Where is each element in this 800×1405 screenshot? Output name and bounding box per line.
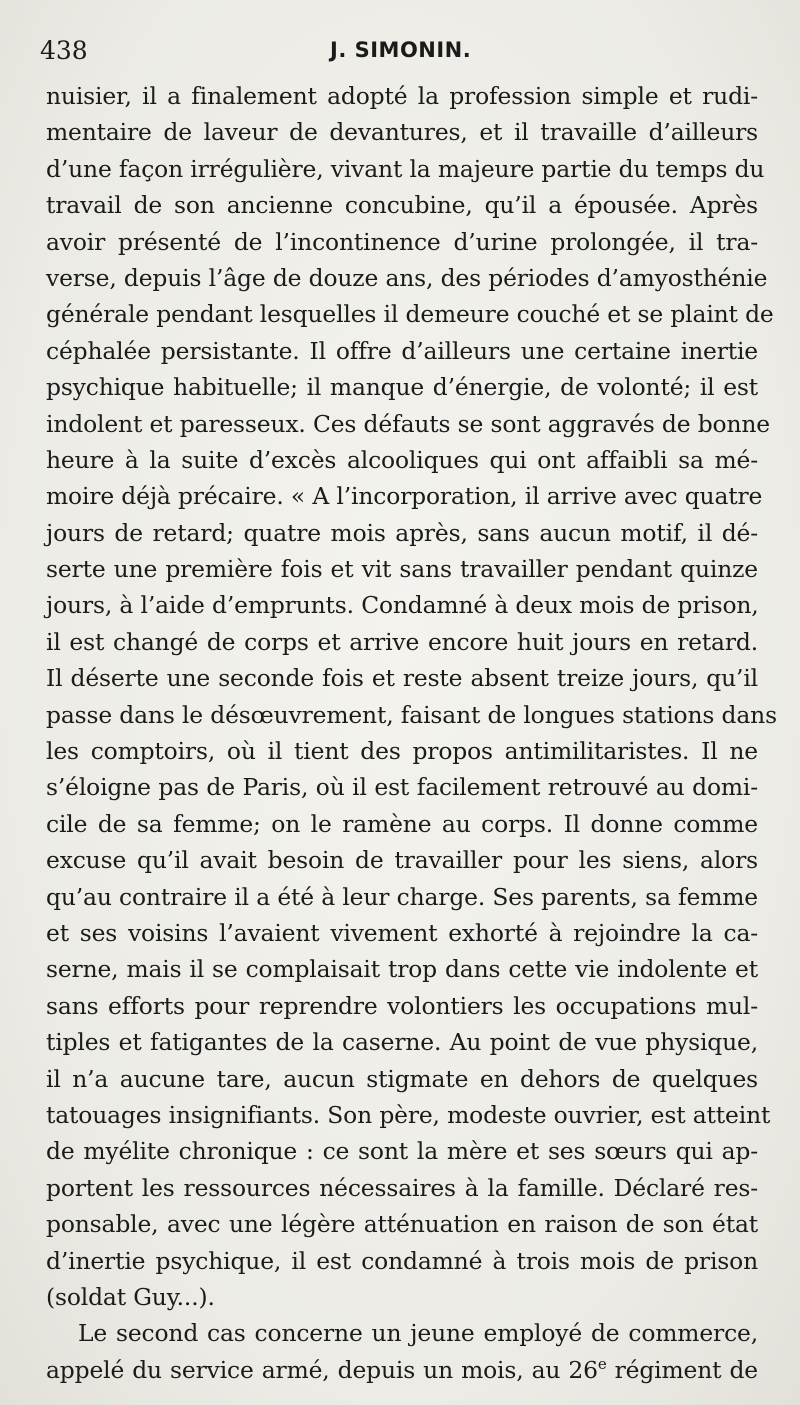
text-line: portent les ressources nécessaires à la famille. Déclaré res- [46, 1173, 758, 1202]
text-line: serte une première fois et vit sans travailler pendant quinze [46, 555, 758, 584]
text-line: ponsable, avec une légère atténuation en raison de son état [46, 1210, 758, 1239]
ordinal-superscript: e [597, 1354, 607, 1373]
text-line: travail de son ancienne concubine, qu’il a épousée. Après [46, 191, 758, 220]
text-line: psychique habituelle; il manque d’énergie, de volonté; il est [46, 373, 758, 402]
text-line: générale pendant lesquelles il demeure couché et se plaint de [46, 300, 774, 329]
text-line: heure à la suite d’excès alcooliques qui ont affaibli sa mé- [46, 445, 758, 474]
text-line: avoir présenté de l’incontinence d’urine prolongée, il tra- [46, 227, 758, 256]
text-line: tatouages insignifiants. Son père, modeste ouvrier, est atteint [46, 1100, 771, 1129]
text-line: de myélite chronique : ce sont la mère et ses sœurs qui ap- [46, 1137, 758, 1166]
paragraph-end-line: (soldat Guy...). [46, 1282, 215, 1311]
text-line: mentaire de laveur de devantures, et il travaille d’ailleurs [46, 118, 758, 147]
text-line: tiples et fatigantes de la caserne. Au point de vue physique, [46, 1028, 758, 1057]
text-line: sans efforts pour reprendre volontiers les occupations mul- [46, 991, 758, 1020]
paragraph-start-line: Le second cas concerne un jeune employé de commerce, [78, 1319, 758, 1348]
text-line: et ses voisins l’avaient vivement exhorté à rejoindre la ca- [46, 918, 758, 947]
running-head: J. SIMONIN. [330, 38, 472, 62]
text-line: serne, mais il se complaisait trop dans cette vie indolente et [46, 955, 758, 984]
text-line [46, 1352, 758, 1388]
text-line: moire déjà précaire. « A l’incorporation, il arrive avec quatre [46, 482, 763, 511]
text-line: jours, à l’aide d’emprunts. Condamné à deux mois de prison, [46, 591, 759, 620]
page-header [40, 36, 760, 72]
text-line: verse, depuis l’âge de douze ans, des périodes d’amyosthénie [46, 263, 768, 292]
text-fragment: appelé du service armé, depuis un mois, au 26 [46, 1355, 598, 1384]
text-line: jours de retard; quatre mois après, sans aucun motif, il dé- [46, 518, 758, 547]
text-line: Il déserte une seconde fois et reste absent treize jours, qu’il [46, 664, 758, 693]
text-line: indolent et paresseux. Ces défauts se sont aggravés de bonne [46, 409, 770, 438]
text-line: d’inertie psychique, il est condamné à trois mois de prison [46, 1246, 758, 1275]
text-line: s’éloigne pas de Paris, où il est facilement retrouvé au domi- [46, 773, 758, 802]
text-line: d’une façon irrégulière, vivant la majeure partie du temps du [46, 154, 765, 183]
text-line: céphalée persistante. Il offre d’ailleurs une certaine inertie [46, 336, 758, 365]
text-line: passe dans le désœuvrement, faisant de longues stations dans [46, 700, 777, 729]
text-line: les comptoirs, où il tient des propos antimilitaristes. Il ne [46, 737, 758, 766]
text-line: nuisier, il a finalement adopté la profession simple et rudi- [46, 82, 758, 110]
text-fragment: régiment de [606, 1355, 758, 1384]
text-line: qu’au contraire il a été à leur charge. Ses parents, sa femme [46, 882, 758, 911]
text-line: il est changé de corps et arrive encore huit jours en retard. [46, 627, 758, 656]
page-number: 438 [40, 36, 88, 65]
body-text [46, 78, 777, 1388]
text-line: cile de sa femme; on le ramène au corps. Il donne comme [46, 809, 758, 838]
text-line: excuse qu’il avait besoin de travailler pour les siens, alors [46, 846, 758, 875]
text-line: il n’a aucune tare, aucun stigmate en dehors de quelques [46, 1064, 758, 1093]
